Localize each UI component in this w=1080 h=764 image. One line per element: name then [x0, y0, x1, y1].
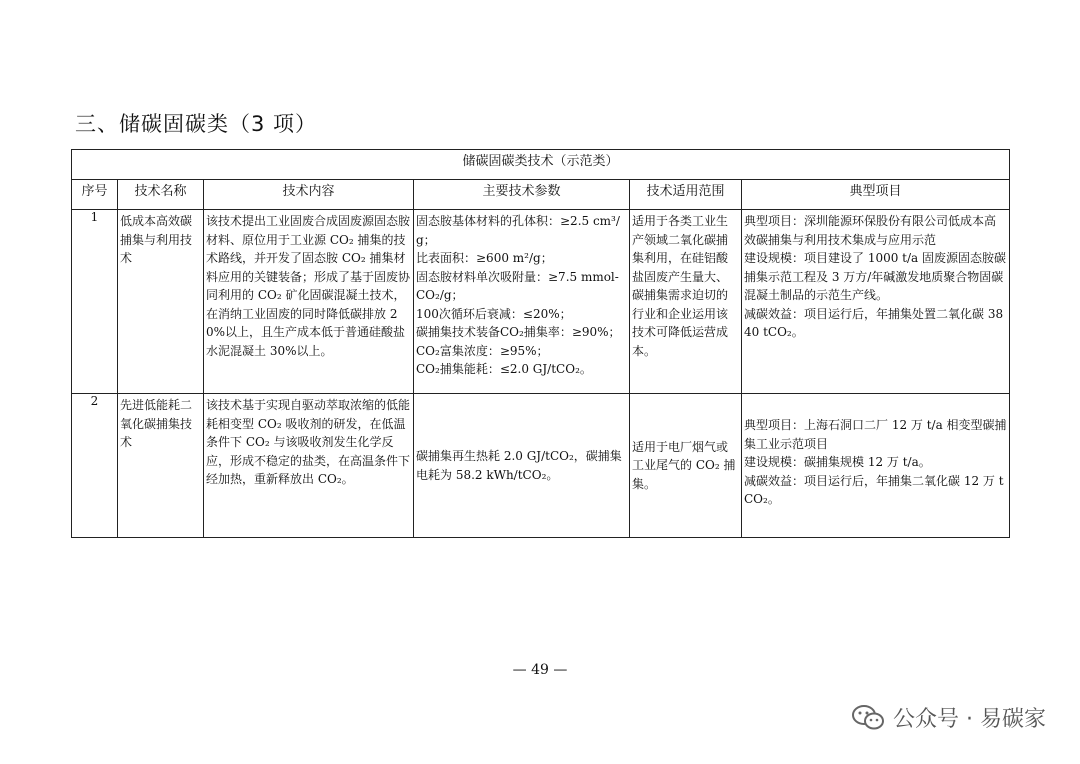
project-line: 减碳效益：项目运行后，年捕集二氧化碳 12 万 tCO₂。: [744, 473, 1004, 506]
param-line: 碳捕集再生热耗 2.0 GJ/tCO₂，碳捕集电耗为 58.2 kWh/tCO₂。: [416, 449, 622, 482]
project-line: 减碳效益：项目运行后，年捕集处置二氧化碳 3840 tCO₂。: [744, 306, 1004, 339]
header-scope: 技术适用范围: [630, 180, 742, 210]
table-header-row: [72, 180, 1010, 210]
param-line: CO₂捕集能耗：≤2.0 GJ/tCO₂。: [416, 362, 592, 376]
project-line: 典型项目：深圳能源环保股份有限公司低成本高效碳捕集与利用技术集成与应用示范: [744, 214, 997, 247]
wechat-icon: [851, 704, 885, 732]
header-project: 典型项目: [742, 180, 1010, 210]
param-line: 碳捕集技术装备CO₂捕集率：≥90%；: [416, 325, 621, 339]
tech-name: 先进低能耗二氧化碳捕集技术: [120, 398, 193, 449]
project-line: 建设规模：碳捕集规模 12 万 t/a。: [744, 455, 931, 469]
header-tech-content: 技术内容: [204, 180, 414, 210]
table-row: [72, 394, 1010, 538]
param-line: 100次循环后衰减：≤20%；: [416, 306, 572, 321]
table-caption: 储碳固碳类技术（示范类）: [72, 150, 1010, 180]
project-line: 建设规模：项目建设了 1000 t/a 固废源固态胺碳捕集示范工程及 3 万方/年碱激发地质聚合物固碳混凝土制品的示范生产线。: [744, 251, 1007, 302]
page-number: — 49 —: [512, 662, 568, 678]
watermark: [851, 702, 1046, 733]
header-tech-params: 主要技术参数: [414, 180, 630, 210]
tech-name: 低成本高效碳捕集与利用技术: [120, 214, 193, 265]
typical-project: [742, 394, 1009, 511]
section-title: 三、储碳固碳类（3 项）: [75, 112, 318, 136]
tech-params: [414, 445, 629, 486]
param-line: 固态胺基体材料的孔体积：≥2.5 cm³/g；: [416, 214, 620, 247]
param-line: 固态胺材料单次吸附量：≥7.5 mmol-CO₂/g；: [416, 269, 619, 302]
tech-scope: 适用于电厂烟气或工业尾气的 CO₂ 捕集。: [632, 439, 736, 491]
tech-content: 该技术提出工业固废合成固废源固态胺材料、原位用于工业源 CO₂ 捕集的技术路线，并开发了固态胺 CO₂ 捕集材料应用的关键装备；形成了基于固废协同利用的 CO₂ 矿化固碳混凝土技术，在消纳工业固废的同时降低碳排放 20%以上，且生产成本低于普通硅酸盐水泥混凝土 30%以上。: [206, 214, 411, 358]
row-number: 1: [72, 210, 118, 394]
tech-params: [414, 210, 629, 381]
table-row: [72, 210, 1010, 394]
param-line: CO₂富集浓度：≥95%；: [416, 343, 549, 358]
tech-content: 该技术基于实现自驱动萃取浓缩的低能耗相变型 CO₂ 吸收剂的研发，在低温条件下 CO₂ 与该吸收剂发生化学反应，形成不稳定的盐类，在高温条件下经加热，重新释放出 CO₂。: [206, 398, 411, 486]
technology-table: [71, 149, 1010, 538]
param-line: 比表面积：≥600 m²/g；: [416, 251, 553, 265]
project-line: 典型项目：上海石洞口二厂 12 万 t/a 相变型碳捕集工业示范项目: [744, 418, 1007, 451]
watermark-text: 公众号 · 易碳家: [893, 707, 1046, 732]
row-number: 2: [72, 394, 118, 538]
header-tech-name: 技术名称: [118, 180, 204, 210]
header-index: 序号: [72, 180, 118, 210]
typical-project: [742, 210, 1009, 344]
tech-scope: 适用于各类工业生产领域二氧化碳捕集利用，在硅铝酸盐固废产生量大、碳捕集需求迫切的行业和企业运用该技术可降低运营成本。: [632, 214, 729, 358]
